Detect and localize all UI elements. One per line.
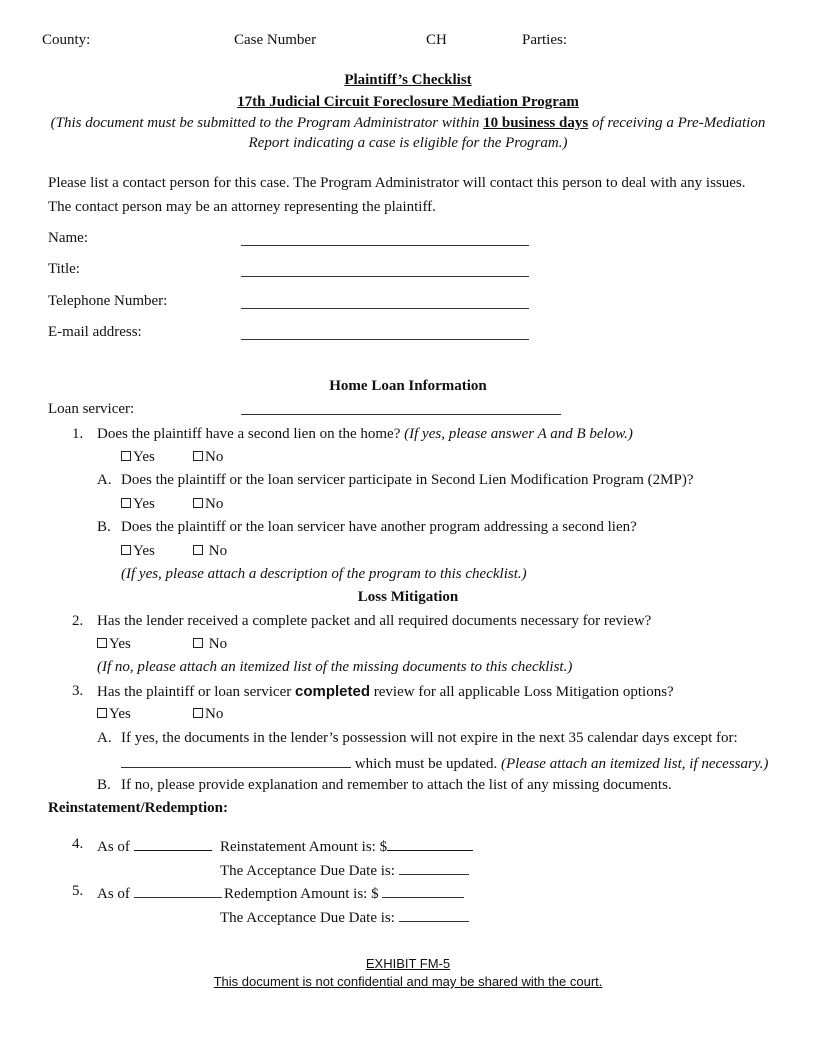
checkbox-icon[interactable] — [121, 498, 131, 508]
q3B-text: If no, please provide explanation and remember to attach the list of any missing documents. — [121, 777, 672, 793]
submission-note-pre: (This document must be submitted to the Program Administrator within — [50, 115, 484, 131]
submission-note-post: of receiving a Pre-Mediation — [588, 115, 766, 131]
q5-amount — [224, 883, 464, 903]
email-field-label: E-mail address: — [48, 324, 142, 340]
county-label: County: — [42, 32, 91, 48]
q3-text-pre: Has the plaintiff or loan servicer — [97, 684, 295, 700]
checkbox-icon[interactable] — [97, 708, 107, 718]
reinstatement-amount-label: Reinstatement Amount is: $ — [220, 839, 388, 855]
q5-as-of — [97, 883, 222, 903]
q2-no-option[interactable] — [193, 636, 227, 653]
as-of-label: As of — [97, 839, 130, 855]
q1-question — [97, 426, 633, 443]
q1-note: (If yes, please answer A and B below.) — [404, 426, 633, 442]
q4-number: 4. — [72, 836, 84, 852]
q3A-text: If yes, the documents in the lender’s possession will not expire in the next 35 calendar days except for: — [121, 730, 738, 746]
contact-intro-line2: The contact person may be an attorney representing the plaintiff. — [48, 199, 436, 215]
q3-no-option[interactable] — [193, 706, 223, 723]
loan-servicer-input[interactable] — [241, 399, 561, 415]
q3-text-post: review for all applicable Loss Mitigation options? — [370, 684, 674, 700]
reinstatement-amount-input[interactable] — [387, 836, 473, 851]
reinstatement-heading: Reinstatement/Redemption: — [48, 800, 228, 816]
yes-label: Yes — [133, 543, 155, 559]
no-label: No — [205, 496, 224, 512]
q3-number: 3. — [72, 683, 84, 699]
expiring-documents-input[interactable] — [121, 753, 351, 768]
redemption-as-of-date-input[interactable] — [134, 883, 222, 898]
no-label: No — [208, 543, 228, 559]
q2-note: (If no, please attach an itemized list of the missing documents to this checklist.) — [97, 659, 573, 675]
due-date-label: The Acceptance Due Date is: — [220, 910, 395, 926]
name-field-input[interactable] — [241, 230, 529, 246]
telephone-field-input[interactable] — [241, 293, 529, 309]
redemption-amount-input[interactable] — [382, 883, 464, 898]
contact-intro-line1: Please list a contact person for this case. The Program Administrator will contact this person to deal with any issues. — [48, 175, 746, 191]
case-number-label: Case Number — [234, 32, 317, 48]
document-title: Plaintiff’s Checklist — [344, 72, 472, 88]
redemption-amount-label: Redemption Amount is: $ — [224, 886, 379, 902]
q4-due-date — [220, 860, 469, 880]
q3A-note: (Please attach an itemized list, if necessary.) — [500, 756, 769, 772]
title-field-input[interactable] — [241, 261, 529, 277]
telephone-field-label: Telephone Number: — [48, 293, 168, 309]
q3A-text-line2: which must be updated. — [351, 756, 501, 772]
loan-servicer-label: Loan servicer: — [48, 401, 135, 417]
deadline-emphasis: 10 business days — [483, 115, 589, 131]
loss-mitigation-heading: Loss Mitigation — [357, 589, 459, 605]
title-field-label: Title: — [48, 261, 80, 277]
yes-label: Yes — [133, 496, 155, 512]
checkbox-icon[interactable] — [97, 638, 107, 648]
q1-text: Does the plaintiff have a second lien on the home? — [97, 426, 405, 442]
checkbox-icon[interactable] — [121, 545, 131, 555]
checkbox-icon[interactable] — [193, 638, 203, 648]
checkbox-icon[interactable] — [193, 708, 203, 718]
qB-letter: B. — [97, 519, 111, 535]
q4-amount — [220, 836, 473, 856]
no-label: No — [205, 706, 224, 722]
q2-number: 2. — [72, 613, 84, 629]
qB-no-option[interactable] — [193, 543, 227, 560]
no-label: No — [205, 449, 224, 465]
q3-emphasis: completed — [295, 683, 371, 700]
exhibit-label: EXHIBIT FM-5 — [365, 956, 451, 971]
yes-label: Yes — [109, 706, 131, 722]
reinstatement-due-date-input[interactable] — [399, 860, 469, 875]
q5-number: 5. — [72, 883, 84, 899]
no-label: No — [208, 636, 228, 652]
q1-number: 1. — [72, 426, 84, 442]
parties-label: Parties: — [522, 32, 567, 48]
qB-text: Does the plaintiff or the loan servicer have another program addressing a second lien? — [121, 519, 637, 535]
program-title: 17th Judicial Circuit Foreclosure Mediation Program — [237, 94, 579, 110]
submission-note-line2: Report indicating a case is eligible for the Program.) — [248, 135, 568, 151]
email-field-input[interactable] — [241, 324, 529, 340]
q5-due-date — [220, 907, 469, 927]
q1-yes-option[interactable] — [121, 449, 155, 466]
home-loan-heading: Home Loan Information — [329, 378, 487, 394]
q2-text: Has the lender received a complete packet and all required documents necessary for review? — [97, 613, 652, 629]
qB-note: (If yes, please attach a description of the program to this checklist.) — [121, 566, 527, 582]
q3B-letter: B. — [97, 777, 111, 793]
name-field-label: Name: — [48, 230, 88, 246]
q1-no-option[interactable] — [193, 449, 223, 466]
qA-yes-option[interactable] — [121, 496, 155, 513]
qA-letter: A. — [97, 472, 112, 488]
q2-yes-option[interactable] — [97, 636, 131, 653]
q3A-letter: A. — [97, 730, 112, 746]
q3A-line2 — [121, 753, 768, 773]
reinstatement-as-of-date-input[interactable] — [134, 836, 212, 851]
qA-no-option[interactable] — [193, 496, 223, 513]
q3-question — [97, 683, 674, 701]
checkbox-icon[interactable] — [193, 498, 203, 508]
qA-text: Does the plaintiff or the loan servicer participate in Second Lien Modification Program (2MP)? — [121, 472, 694, 488]
checkbox-icon[interactable] — [121, 451, 131, 461]
redemption-due-date-input[interactable] — [399, 907, 469, 922]
yes-label: Yes — [109, 636, 131, 652]
q4-as-of — [97, 836, 212, 856]
ch-label: CH — [426, 32, 447, 48]
yes-label: Yes — [133, 449, 155, 465]
confidentiality-notice: This document is not confidential and may be shared with the court. — [213, 974, 603, 989]
checkbox-icon[interactable] — [193, 545, 203, 555]
submission-note — [0, 115, 816, 132]
q3-yes-option[interactable] — [97, 706, 131, 723]
checkbox-icon[interactable] — [193, 451, 203, 461]
qB-yes-option[interactable] — [121, 543, 155, 560]
due-date-label: The Acceptance Due Date is: — [220, 863, 395, 879]
as-of-label: As of — [97, 886, 130, 902]
